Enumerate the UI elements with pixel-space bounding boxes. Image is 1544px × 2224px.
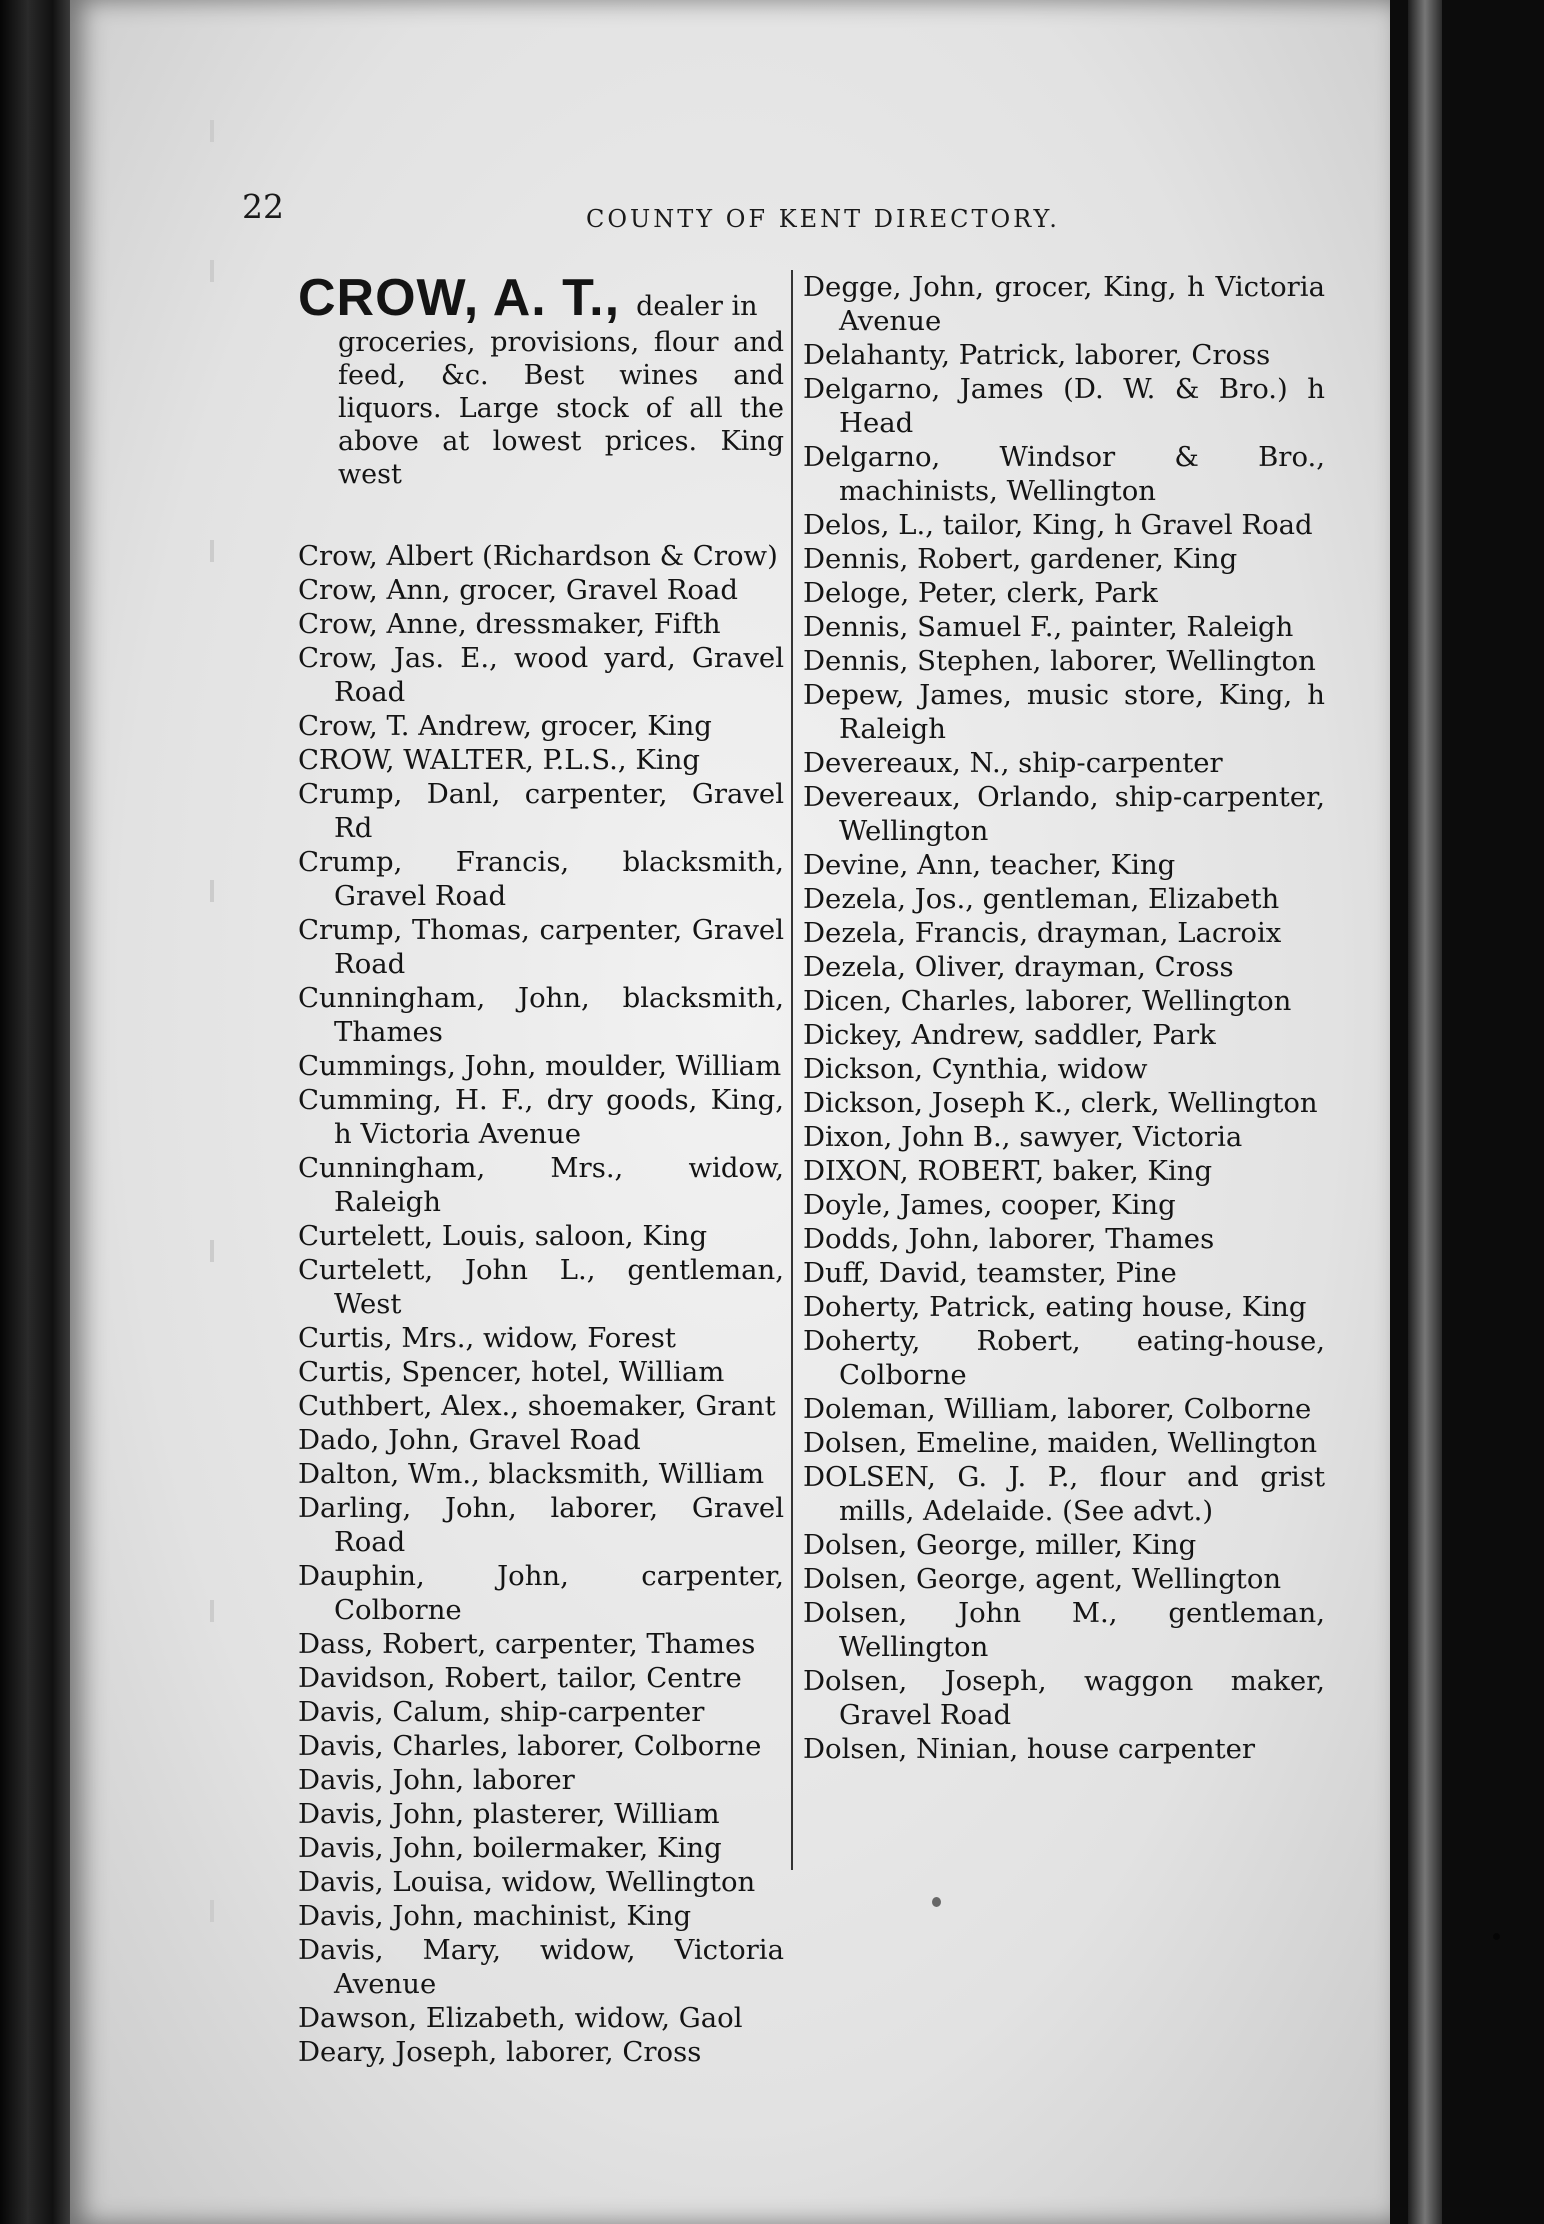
- directory-entry: Dolsen, Joseph, waggon maker, Gravel Road: [803, 1665, 1325, 1731]
- directory-entry: Dalton, Wm., blacksmith, William: [298, 1458, 765, 1490]
- directory-entry: Delahanty, Patrick, laborer, Cross: [803, 339, 1271, 371]
- directory-entry: Crump, Thomas, carpenter, Gravel Road: [298, 914, 784, 980]
- ad-body-text: groceries, provisions, flour and feed, &c. Best wines and liquors. Large stock of all the above at lowest prices. King west: [338, 327, 784, 490]
- directory-entry: Davis, Charles, laborer, Colborne: [298, 1730, 762, 1762]
- directory-entry: Crow, Ann, grocer, Gravel Road: [298, 574, 738, 606]
- directory-entry: Devereaux, N., ship-carpenter: [803, 747, 1223, 779]
- directory-entry: Dolsen, George, agent, Wellington: [803, 1563, 1282, 1595]
- facing-page-edge: [1390, 0, 1544, 2224]
- directory-entry: Curtis, Spencer, hotel, William: [298, 1356, 725, 1388]
- directory-entry: Davidson, Robert, tailor, Centre: [298, 1662, 742, 1694]
- advertisement-crow: [298, 270, 784, 491]
- directory-entry: Duff, David, teamster, Pine: [803, 1257, 1177, 1289]
- directory-entry: Doherty, Robert, eating-house, Colborne: [803, 1325, 1325, 1391]
- ink-speck: [932, 1897, 941, 1907]
- directory-entry: Dennis, Samuel F., painter, Raleigh: [803, 611, 1294, 643]
- directory-entry: Cunningham, Mrs., widow, Raleigh: [298, 1152, 784, 1218]
- ad-business-name: CROW, A. T.,: [298, 269, 621, 327]
- directory-entry: Doherty, Patrick, eating house, King: [803, 1291, 1307, 1323]
- running-head: COUNTY OF KENT DIRECTORY.: [586, 205, 1060, 233]
- directory-entry: Dezela, Oliver, drayman, Cross: [803, 951, 1234, 983]
- ink-speck: [1493, 1933, 1500, 1940]
- directory-entry: Crump, Danl, carpenter, Gravel Rd: [298, 778, 784, 844]
- page-number: 22: [242, 187, 284, 226]
- directory-entry: Cummings, John, moulder, William: [298, 1050, 782, 1082]
- directory-entry: Davis, Mary, widow, Victoria Avenue: [298, 1934, 784, 2000]
- directory-entry: Crow, Albert (Richardson & Crow): [298, 540, 778, 572]
- column-divider: [791, 270, 793, 1870]
- directory-entry: Dixon, John B., sawyer, Victoria: [803, 1121, 1243, 1153]
- directory-entry: Delgarno, Windsor & Bro., machinists, Wellington: [803, 441, 1325, 507]
- directory-entry: Davis, John, machinist, King: [298, 1900, 692, 1932]
- ad-heading-line: [298, 270, 784, 326]
- ad-heading-rest: dealer in: [636, 291, 758, 322]
- directory-entry: Dado, John, Gravel Road: [298, 1424, 641, 1456]
- page-edge-strip: [1408, 0, 1442, 2224]
- directory-entry: Dodds, John, laborer, Thames: [803, 1223, 1215, 1255]
- right-entry-list: [803, 270, 1325, 1766]
- directory-entry: Dolsen, Emeline, maiden, Wellington: [803, 1427, 1318, 1459]
- directory-entry: Delos, L., tailor, King, h Gravel Road: [803, 509, 1313, 541]
- directory-entry: Dicen, Charles, laborer, Wellington: [803, 985, 1292, 1017]
- directory-entry: Dezela, Jos., gentleman, Elizabeth: [803, 883, 1280, 915]
- directory-entry: Depew, James, music store, King, h Raleigh: [803, 679, 1325, 745]
- directory-entry: Cumming, H. F., dry goods, King, h Victoria Avenue: [298, 1084, 784, 1150]
- directory-entry: Deloge, Peter, clerk, Park: [803, 577, 1158, 609]
- directory-entry: Dezela, Francis, drayman, Lacroix: [803, 917, 1282, 949]
- directory-entry: Deary, Joseph, laborer, Cross: [298, 2036, 702, 2068]
- directory-entry: Davis, John, boilermaker, King: [298, 1832, 722, 1864]
- directory-entry: Dickson, Joseph K., clerk, Wellington: [803, 1087, 1318, 1119]
- directory-entry: Dickson, Cynthia, widow: [803, 1053, 1148, 1085]
- directory-entry: Degge, John, grocer, King, h Victoria Avenue: [803, 271, 1325, 337]
- directory-entry: Dennis, Stephen, laborer, Wellington: [803, 645, 1316, 677]
- directory-entry: Crow, Jas. E., wood yard, Gravel Road: [298, 642, 784, 708]
- directory-entry: Crump, Francis, blacksmith, Gravel Road: [298, 846, 784, 912]
- left-column: [298, 270, 784, 2069]
- directory-entry: Curtelett, John L., gentleman, West: [298, 1254, 784, 1320]
- directory-entry: Cuthbert, Alex., shoemaker, Grant: [298, 1390, 776, 1422]
- directory-entry: Davis, Calum, ship-carpenter: [298, 1696, 705, 1728]
- directory-entry: CROW, WALTER, P.L.S., King: [298, 744, 701, 776]
- directory-entry: Dass, Robert, carpenter, Thames: [298, 1628, 756, 1660]
- directory-entry: Cunningham, John, blacksmith, Thames: [298, 982, 784, 1048]
- directory-entry: Dennis, Robert, gardener, King: [803, 543, 1238, 575]
- directory-entry: DOLSEN, G. J. P., flour and grist mills, Adelaide. (See advt.): [803, 1461, 1325, 1527]
- book-binding-shadow: [0, 0, 70, 2224]
- directory-entry: Davis, John, plasterer, William: [298, 1798, 720, 1830]
- directory-entry: Dolsen, John M., gentleman, Wellington: [803, 1597, 1325, 1663]
- directory-entry: DIXON, ROBERT, baker, King: [803, 1155, 1213, 1187]
- directory-entry: Darling, John, laborer, Gravel Road: [298, 1492, 784, 1558]
- directory-entry: Davis, John, laborer: [298, 1764, 575, 1796]
- directory-entry: Curtis, Mrs., widow, Forest: [298, 1322, 676, 1354]
- directory-entry: Crow, Anne, dressmaker, Fifth: [298, 608, 721, 640]
- right-column: [803, 270, 1325, 1766]
- directory-entry: Davis, Louisa, widow, Wellington: [298, 1866, 756, 1898]
- directory-entry: Dolsen, George, miller, King: [803, 1529, 1197, 1561]
- directory-entry: Dolsen, Ninian, house carpenter: [803, 1733, 1256, 1765]
- directory-entry: Crow, T. Andrew, grocer, King: [298, 710, 712, 742]
- directory-entry: Curtelett, Louis, saloon, King: [298, 1220, 708, 1252]
- directory-entry: Devereaux, Orlando, ship-carpenter, Wellington: [803, 781, 1325, 847]
- directory-entry: Dawson, Elizabeth, widow, Gaol: [298, 2002, 743, 2034]
- directory-entry: Doleman, William, laborer, Colborne: [803, 1393, 1312, 1425]
- directory-entry: Dickey, Andrew, saddler, Park: [803, 1019, 1216, 1051]
- directory-entry: Devine, Ann, teacher, King: [803, 849, 1176, 881]
- left-entry-list: [298, 539, 784, 2069]
- directory-entry: Dauphin, John, carpenter, Colborne: [298, 1560, 784, 1626]
- directory-entry: Doyle, James, cooper, King: [803, 1189, 1176, 1221]
- directory-entry: Delgarno, James (D. W. & Bro.) h Head: [803, 373, 1325, 439]
